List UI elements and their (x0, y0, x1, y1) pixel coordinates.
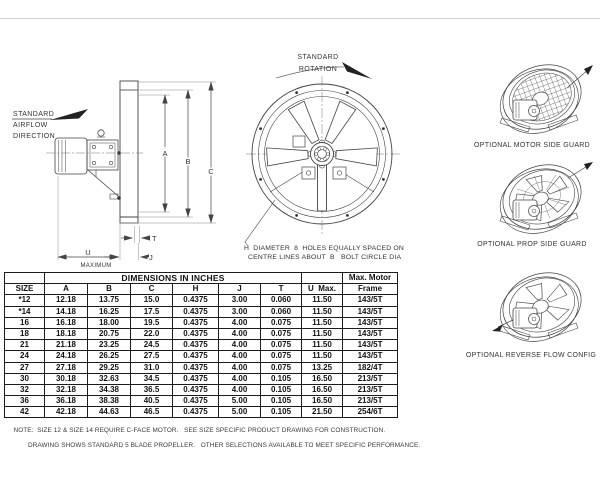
table-cell: 44.63 (88, 407, 131, 418)
table-cell: 143/5T (343, 295, 398, 306)
airflow-arrow-icon (584, 65, 593, 75)
table-cell: 0.075 (261, 351, 302, 362)
table-cell: 12.18 (45, 295, 88, 306)
fan-side-view-drawing (0, 40, 230, 275)
table-cell: 0.075 (261, 362, 302, 373)
table-cell: 5.00 (219, 396, 261, 407)
dim-label-C: C (208, 167, 214, 176)
table-cell: 0.4375 (173, 396, 219, 407)
optional-reverse-flow-label: OPTIONAL REVERSE FLOW CONFIG (465, 352, 597, 359)
table-cell: 254/6T (343, 407, 398, 418)
table-cell: 16.50 (302, 384, 343, 395)
table-cell: *14 (5, 306, 45, 317)
junction-box (293, 136, 305, 147)
table-cell: 213/5T (343, 396, 398, 407)
column-header-umax: U Max. (302, 284, 343, 295)
table-cell: *12 (5, 295, 45, 306)
table-cell: 0.4375 (173, 306, 219, 317)
optional-reverse-flow-drawing (462, 262, 600, 354)
column-header-size: SIZE (5, 284, 45, 295)
table-cell: 0.4375 (173, 407, 219, 418)
table-row (5, 373, 398, 384)
table-cell: 19.5 (131, 317, 173, 328)
table-cell: 5.00 (219, 407, 261, 418)
table-cell: 0.105 (261, 407, 302, 418)
table-cell: 182/4T (343, 362, 398, 373)
table-cell: 143/5T (343, 328, 398, 339)
table-cell: 11.50 (302, 351, 343, 362)
table-cell: 38.38 (88, 396, 131, 407)
table-cell: 11.50 (302, 306, 343, 317)
dim-label-B: B (185, 157, 191, 166)
motor (513, 308, 540, 328)
table-cell: 0.075 (261, 340, 302, 351)
rotation-arrow-icon (342, 62, 372, 79)
table-cell: 0.4375 (173, 351, 219, 362)
empty-header-cell (302, 273, 343, 284)
table-cell: 0.4375 (173, 328, 219, 339)
table-cell: 27.5 (131, 351, 173, 362)
table-row (5, 328, 398, 339)
table-cell: 0.075 (261, 317, 302, 328)
table-cell: 46.5 (131, 407, 173, 418)
table-cell: 18.00 (88, 317, 131, 328)
svg-text:STANDARD: STANDARD (13, 111, 55, 118)
table-cell: 4.00 (219, 328, 261, 339)
table-cell: 32.63 (88, 373, 131, 384)
table-cell: 0.105 (261, 396, 302, 407)
holes-note: H DIAMETER 8 HOLES EQUALLY SPACED ON (244, 245, 405, 252)
dim-label-U: U (85, 248, 91, 257)
table-cell: 11.50 (302, 317, 343, 328)
table-cell: 213/5T (343, 373, 398, 384)
table-cell: 27 (5, 362, 45, 373)
table-cell: 36 (5, 396, 45, 407)
table-cell: 3.00 (219, 295, 261, 306)
airflow-arrow-icon (50, 109, 88, 120)
table-cell: 4.00 (219, 384, 261, 395)
svg-text:AIRFLOW: AIRFLOW (13, 122, 48, 129)
table-cell: 11.50 (302, 295, 343, 306)
table-cell: 21.50 (302, 407, 343, 418)
table-cell: 36.5 (131, 384, 173, 395)
table-cell: 0.4375 (173, 362, 219, 373)
table-cell: 16.50 (302, 396, 343, 407)
table-cell: 16.18 (45, 317, 88, 328)
dim-label-T: T (152, 234, 157, 243)
column-header-h: H (173, 284, 219, 295)
column-header-a: A (45, 284, 88, 295)
table-cell: 0.105 (261, 384, 302, 395)
table-cell: 4.00 (219, 373, 261, 384)
table-cell: 32 (5, 384, 45, 395)
foot-bracket (548, 115, 578, 130)
standard-airflow-direction-label (13, 111, 55, 140)
foot-bracket (548, 323, 578, 338)
note-line-1: NOTE: SIZE 12 & SIZE 14 REQUIRE C-FACE MOTOR. SEE SIZE SPECIFIC PRODUCT DRAWING FOR CONSTRUCTION. (13, 426, 386, 434)
table-cell: 0.4375 (173, 373, 219, 384)
airflow-arrow-icon (584, 162, 593, 170)
dimensions-table (4, 272, 398, 418)
svg-text:ROTATION: ROTATION (298, 66, 338, 73)
empty-header-cell (5, 273, 45, 284)
eye-bolt-icon (98, 130, 104, 136)
table-row (5, 384, 398, 395)
table-cell: 11.50 (302, 340, 343, 351)
table-row (5, 306, 398, 317)
table-cell: 36.18 (45, 396, 88, 407)
max-motor-header: Max. Motor (343, 273, 398, 284)
table-cell: 15.0 (131, 295, 173, 306)
support-bracket (88, 170, 118, 196)
table-cell: 0.4375 (173, 317, 219, 328)
table-cell: 143/5T (343, 340, 398, 351)
fan-front-view-drawing (230, 40, 460, 280)
table-cell: 34.38 (88, 384, 131, 395)
table-cell: 0.075 (261, 328, 302, 339)
motor (513, 100, 540, 120)
table-row (5, 295, 398, 306)
note-line-2: DRAWING SHOWS STANDARD 5 BLADE PROPELLER. OTHER SELECTIONS AVAILABLE TO MEET SPECIFIC PERFORMANCE. (28, 441, 421, 449)
table-cell: 213/5T (343, 384, 398, 395)
table-cell: 32.18 (45, 384, 88, 395)
table-cell: 31.0 (131, 362, 173, 373)
table-cell: 143/5T (343, 317, 398, 328)
table-cell: 24.5 (131, 340, 173, 351)
table-cell: 23.25 (88, 340, 131, 351)
dim-label-J: J (149, 253, 153, 262)
table-cell: 21 (5, 340, 45, 351)
table-row (5, 351, 398, 362)
table-cell: 30.18 (45, 373, 88, 384)
table-cell: 4.00 (219, 362, 261, 373)
table-row (5, 317, 398, 328)
table-cell: 16.25 (88, 306, 131, 317)
table-row (5, 340, 398, 351)
table-cell: 24 (5, 351, 45, 362)
table-notes (6, 419, 420, 465)
leader-line (245, 200, 275, 246)
table-row (5, 362, 398, 373)
table-cell: 11.50 (302, 328, 343, 339)
table-cell: 13.75 (88, 295, 131, 306)
table-cell: 0.060 (261, 295, 302, 306)
table-header-row-2 (5, 284, 398, 295)
motor (513, 200, 540, 220)
table-title: DIMENSIONS IN INCHES (45, 273, 302, 284)
table-cell: 40.5 (131, 396, 173, 407)
table-cell: 42.18 (45, 407, 88, 418)
optional-motor-side-guard-label: OPTIONAL MOTOR SIDE GUARD (473, 142, 590, 149)
sheet-border-line (0, 18, 600, 19)
hub (308, 140, 336, 168)
table-cell: 29.25 (88, 362, 131, 373)
table-header-row-1 (5, 273, 398, 284)
table-cell: 30 (5, 373, 45, 384)
table-cell: 27.18 (45, 362, 88, 373)
table-cell: 4.00 (219, 317, 261, 328)
column-header-b: B (88, 284, 131, 295)
optional-prop-side-guard-label: OPTIONAL PROP SIDE GUARD (477, 241, 587, 248)
optional-prop-side-guard-drawing (462, 158, 600, 242)
dim-label-A: A (162, 149, 168, 158)
table-row (5, 407, 398, 418)
standard-rotation-label: STANDARD (297, 54, 339, 61)
table-cell: 21.18 (45, 340, 88, 351)
column-header-c: C (131, 284, 173, 295)
table-cell: 4.00 (219, 351, 261, 362)
table-cell: 20.75 (88, 328, 131, 339)
table-cell: 143/5T (343, 351, 398, 362)
table-cell: 24.18 (45, 351, 88, 362)
maximum-label: MAXIMUM (80, 263, 112, 269)
table-cell: 4.00 (219, 340, 261, 351)
motor-assembly (55, 130, 121, 200)
svg-text:DIRECTION: DIRECTION (13, 133, 56, 140)
table-cell: 16.50 (302, 373, 343, 384)
table-cell: 16 (5, 317, 45, 328)
table-cell: 0.105 (261, 373, 302, 384)
svg-text:CENTRE LINES ABOUT B BOLT C: CENTRE LINES ABOUT B BOLT CIRCLE DIA (248, 254, 402, 261)
table-cell: 34.5 (131, 373, 173, 384)
table-cell: 18 (5, 328, 45, 339)
table-cell: 0.4375 (173, 340, 219, 351)
column-header-j: J (219, 284, 261, 295)
table-cell: 18.18 (45, 328, 88, 339)
table-cell: 0.4375 (173, 295, 219, 306)
table-cell: 3.00 (219, 306, 261, 317)
column-header-t: T (261, 284, 302, 295)
table-cell: 143/5T (343, 306, 398, 317)
table-row (5, 396, 398, 407)
table-cell: 0.4375 (173, 384, 219, 395)
table-cell: 0.060 (261, 306, 302, 317)
table-cell: 17.5 (131, 306, 173, 317)
table-cell: 42 (5, 407, 45, 418)
table-cell: 14.18 (45, 306, 88, 317)
table-cell: 22.0 (131, 328, 173, 339)
column-header-frame: Frame (343, 284, 398, 295)
dimension-table-body (5, 295, 398, 418)
table-cell: 26.25 (88, 351, 131, 362)
table-cell: 13.25 (302, 362, 343, 373)
optional-motor-side-guard-drawing (462, 48, 600, 140)
fan-housing (120, 81, 138, 223)
